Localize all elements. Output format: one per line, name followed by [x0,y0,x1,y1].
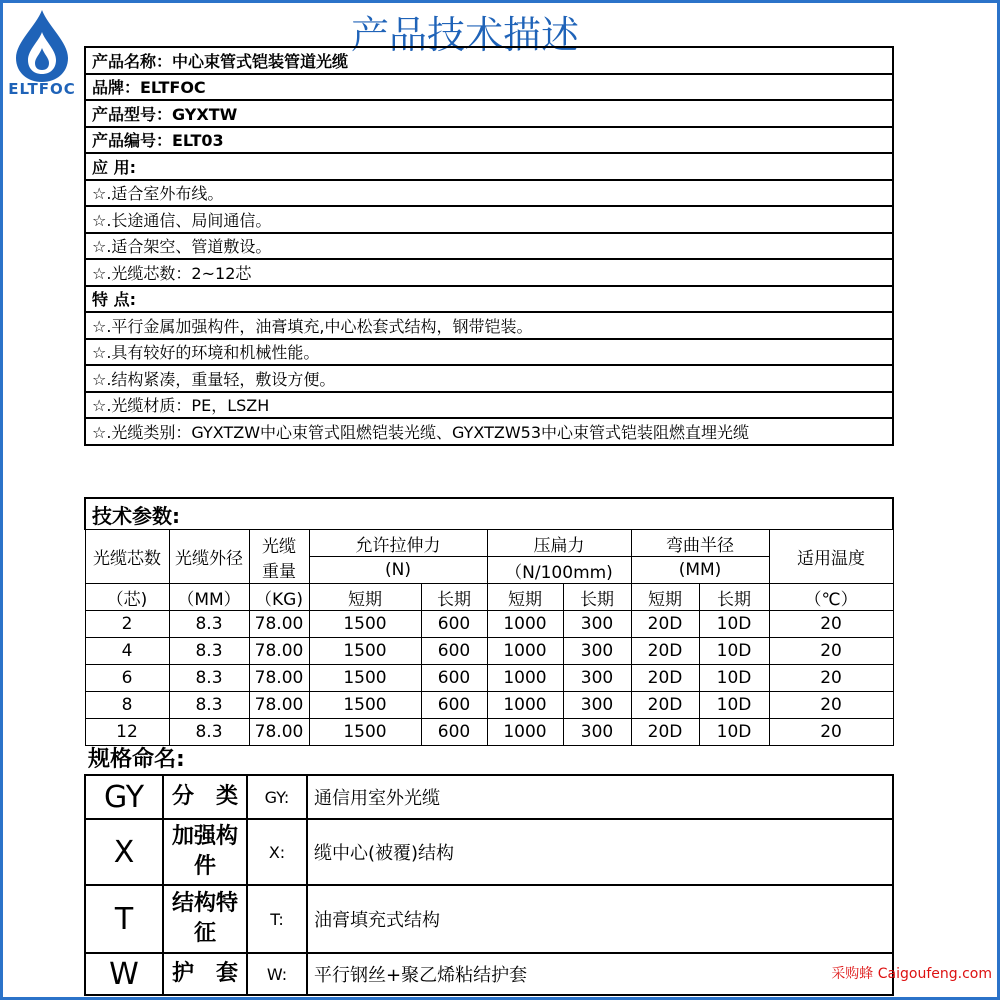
cell: 8.3 [169,638,249,665]
product-info-table [84,46,894,446]
cell: 10D [699,611,769,638]
cell: 20 [769,692,893,719]
naming-description: 平行钢丝+聚乙烯粘结护套 [307,953,893,995]
technical-parameters-table [84,497,894,746]
naming-abbr: GY: [247,775,307,819]
table-row [85,719,893,746]
cell: 1500 [309,638,421,665]
cell: 12 [85,719,169,746]
page-title: 产品技术描述 [350,13,579,57]
unit-fiber: （芯) [85,584,169,611]
cell: 1000 [487,692,563,719]
crush-short: 短期 [487,584,563,611]
cell: 78.00 [249,665,309,692]
table-row [85,611,893,638]
table-row [85,638,893,665]
header-outer-diameter: 光缆外径 [169,530,249,584]
feature-item: ☆.光缆类别：GYXTZW中心束管式阻燃铠装光缆、GYXTZW53中心束管式铠装阻燃直埋光缆 [85,418,893,445]
cell: 1000 [487,665,563,692]
params-heading: 技术参数: [85,498,893,530]
cell: 1000 [487,638,563,665]
naming-description: 通信用室外光缆 [307,775,893,819]
header-weight-line1: 光缆 [262,536,296,557]
naming-table [84,774,894,996]
feature-item: ☆.结构紧凑，重量轻，敷设方便。 [85,365,893,392]
header-weight-line2: 重量 [262,561,296,582]
tensile-short: 短期 [309,584,421,611]
cell: 20D [631,719,699,746]
watermark-en: Caigoufeng.com [877,966,992,982]
naming-code: W [85,953,163,995]
cell: 300 [563,665,631,692]
cell: 1500 [309,665,421,692]
header-tensile: 允许拉伸力 [309,530,487,557]
naming-abbr: T: [247,885,307,953]
unit-temp: （℃） [769,584,893,611]
application-item: ☆.长途通信、局间通信。 [85,206,893,233]
naming-code: X [85,819,163,885]
table-row [85,692,893,719]
unit-weight: （KG) [249,584,309,611]
cell: 20 [769,665,893,692]
table-row [85,665,893,692]
naming-abbr: W: [247,953,307,995]
naming-description: 缆中心(被覆)结构 [307,819,893,885]
header-weight [249,530,309,584]
cell: 20D [631,692,699,719]
product-model: 产品型号：GYXTW [85,100,893,127]
cell: 20 [769,719,893,746]
naming-row [85,953,893,995]
naming-abbr: X: [247,819,307,885]
cell: 1500 [309,611,421,638]
cell: 20D [631,611,699,638]
header-crush-unit: （N/100mm) [487,557,631,584]
product-number: 产品编号：ELT03 [85,127,893,154]
naming-category: 护 套 [163,953,247,995]
bend-long: 长期 [699,584,769,611]
naming-row [85,819,893,885]
header-fiber-count: 光缆芯数 [85,530,169,584]
cell: 600 [421,719,487,746]
cell: 300 [563,692,631,719]
naming-category: 结构特征 [163,885,247,953]
product-name: 产品名称：中心束管式铠装管道光缆 [85,47,893,74]
cell: 1000 [487,719,563,746]
cell: 8 [85,692,169,719]
naming-category: 分 类 [163,775,247,819]
application-item: ☆.光缆芯数：2~12芯 [85,259,893,286]
cell: 1000 [487,611,563,638]
watermark-cn: 采购蜂 [831,966,874,982]
cell: 600 [421,638,487,665]
cell: 1500 [309,692,421,719]
cell: 8.3 [169,665,249,692]
application-item: ☆.适合架空、管道敷设。 [85,233,893,260]
bend-short: 短期 [631,584,699,611]
naming-heading: 规格命名: [88,747,185,772]
naming-code: T [85,885,163,953]
header-bend-unit: (MM) [631,557,769,584]
cell: 600 [421,692,487,719]
cell: 4 [85,638,169,665]
cell: 300 [563,638,631,665]
cell: 6 [85,665,169,692]
naming-code: GY [85,775,163,819]
naming-row [85,775,893,819]
cell: 20 [769,611,893,638]
application-heading: 应 用: [85,153,893,180]
cell: 600 [421,611,487,638]
header-crush: 压扁力 [487,530,631,557]
cell: 78.00 [249,692,309,719]
logo-text: ELTFOC [8,80,76,98]
cell: 300 [563,611,631,638]
header-tensile-unit: (N) [309,557,487,584]
watermark [831,963,992,983]
feature-item: ☆.平行金属加强构件，油膏填充,中心松套式结构，钢带铠装。 [85,312,893,339]
cell: 1500 [309,719,421,746]
cell: 78.00 [249,638,309,665]
cell: 8.3 [169,719,249,746]
cell: 20D [631,665,699,692]
features-heading: 特 点: [85,286,893,313]
cell: 78.00 [249,611,309,638]
product-brand: 品牌：ELTFOC [85,74,893,101]
cell: 600 [421,665,487,692]
crush-long: 长期 [563,584,631,611]
cell: 10D [699,665,769,692]
naming-description: 油膏填充式结构 [307,885,893,953]
tensile-long: 长期 [421,584,487,611]
naming-row [85,885,893,953]
spec-sheet [84,46,892,996]
application-item: ☆.适合室外布线。 [85,180,893,207]
cell: 10D [699,719,769,746]
naming-category: 加强构件 [163,819,247,885]
cell: 20D [631,638,699,665]
unit-od: （MM） [169,584,249,611]
cell: 300 [563,719,631,746]
cell: 78.00 [249,719,309,746]
cell: 10D [699,638,769,665]
cell: 20 [769,638,893,665]
header-temperature: 适用温度 [769,530,893,584]
header-bend: 弯曲半径 [631,530,769,557]
cell: 8.3 [169,611,249,638]
cell: 8.3 [169,692,249,719]
cell: 10D [699,692,769,719]
cell: 2 [85,611,169,638]
feature-item: ☆.具有较好的环境和机械性能。 [85,339,893,366]
feature-item: ☆.光缆材质：PE，LSZH [85,392,893,419]
